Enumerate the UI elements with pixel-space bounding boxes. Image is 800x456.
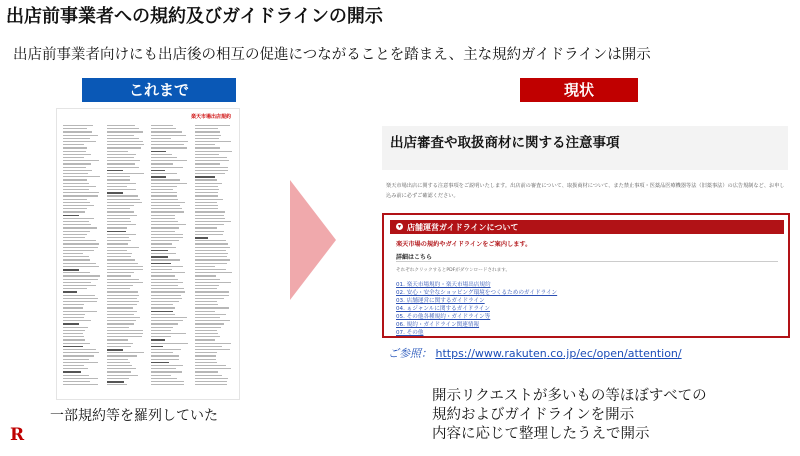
guideline-link[interactable]: 06. 規約・ガイドライン関連情報 [396, 322, 480, 328]
after-caption-line: 規約およびガイドラインを開示 [432, 407, 635, 423]
divider [396, 261, 778, 262]
document-text-column [63, 125, 100, 393]
page-title: 出店前事業者への規約及びガイドラインの開示 [6, 6, 383, 27]
before-label: これまで [82, 78, 236, 102]
reference-link[interactable]: https://www.rakuten.co.jp/ec/open/attention/ [435, 347, 682, 360]
guideline-link[interactable]: 05. その他各種規約・ガイドライン等 [396, 314, 491, 320]
guideline-link[interactable]: 01. 楽天市場規約・楽天市場出店規約 [396, 282, 491, 288]
guideline-link[interactable]: 07. その他 [396, 330, 424, 336]
chevron-down-circle-icon: ▾ [397, 223, 401, 230]
after-caption-line: 開示リクエストが多いもの等ほぼすべての [432, 388, 707, 404]
pdf-download-note: それぞれクリックするとPDFがダウンロードされます。 [396, 268, 511, 273]
notice-intro-text: 楽天市場出店に関する注意事項をご説明いたします。出店前の審査について、取扱商材について、また禁止事項・医薬品医療機器等法（旧薬事法）の広告規制など、お申し込み前に必ずご確認ください。 [386, 183, 785, 199]
document-text-column [195, 125, 232, 393]
rules-document-title: 楽天市場出店規約 [190, 114, 231, 120]
document-text-column [107, 125, 144, 393]
arrow-right-icon [290, 180, 338, 300]
rules-document-thumbnail [56, 108, 240, 400]
after-caption-line: 内容に応じて整理したうえで開示 [432, 426, 650, 442]
notice-page-heading: 出店審査や取扱商材に関する注意事項 [390, 135, 620, 151]
guideline-panel-header [390, 220, 784, 234]
before-caption: 一部規約等を羅列していた [50, 408, 218, 424]
guideline-panel-header-text: 店舗運営ガイドラインについて [407, 223, 519, 232]
after-label: 現状 [520, 78, 638, 102]
guideline-link-list [396, 281, 557, 337]
page-subtitle: 出店前事業者向けにも出店後の相互の促進につながることを踏まえ、主な規約ガイドラインは開示 [13, 47, 651, 63]
guideline-link[interactable]: 04. ぁジャンルに関するガイドライン [396, 306, 490, 312]
reference-line [388, 345, 682, 361]
guideline-panel [382, 213, 790, 338]
guideline-link[interactable]: 02. 安心・安全なショッピング環境をつくるためのガイドライン [396, 290, 558, 296]
details-label: 詳細はこちら [396, 254, 433, 261]
guideline-link[interactable]: 03. 店舗運営に関するガイドライン [396, 298, 485, 304]
rakuten-logo: R [10, 425, 25, 445]
reference-label: ご参照： [388, 347, 432, 360]
after-caption [432, 387, 707, 444]
document-text-column [151, 125, 188, 393]
guideline-panel-subheader: 楽天市場の規約やガイドラインをご案内します。 [396, 241, 532, 248]
